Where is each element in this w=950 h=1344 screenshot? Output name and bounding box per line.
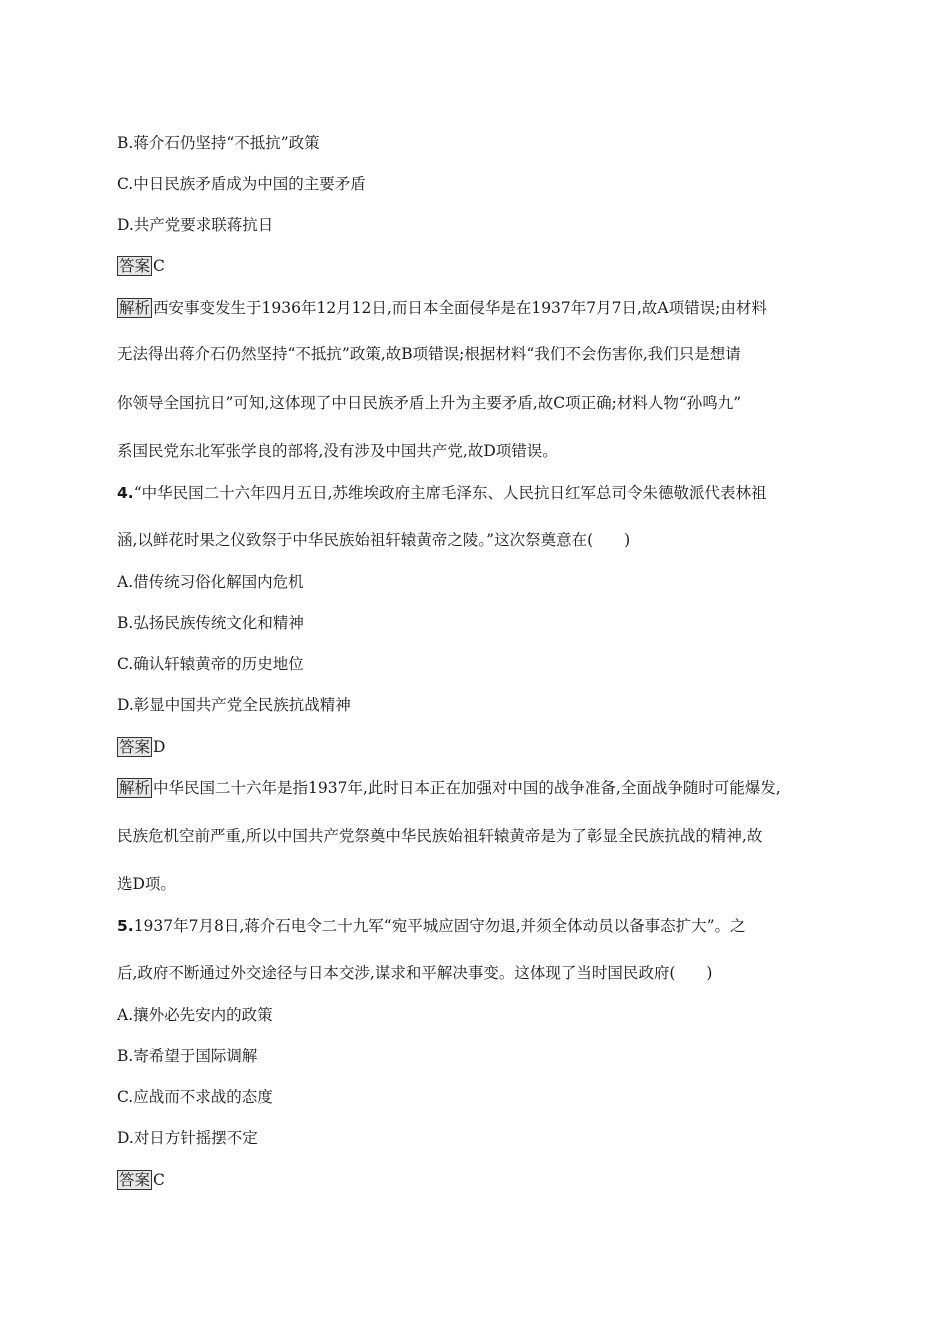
q4-analysis-line-2: 民族危机空前严重,所以中国共产党祭奠中华民族始祖轩辕黄帝是为了彰显全民族抗战的精神,故 [117, 827, 763, 845]
q5-number: 5. [117, 917, 134, 935]
q4-analysis-line-1 [117, 778, 781, 798]
q3-option-c: C.中日民族矛盾成为中国的主要矛盾 [117, 175, 366, 193]
q5-stem-text-1: 1937年7月8日,蒋介石电令二十九军“宛平城应固守勿退,并须全体动员以备事态扩大”。之 [133, 917, 746, 935]
q5-option-a: A.攘外必先安内的政策 [117, 1006, 273, 1024]
q3-option-d: D.共产党要求联蒋抗日 [117, 216, 274, 234]
q5-answer-row [117, 1170, 165, 1190]
q3-analysis-line-3: 你领导全国抗日”可知,这体现了中日民族矛盾上升为主要矛盾,故C项正确;材料人物“孙鸣九” [117, 394, 742, 412]
answer-tag: 答案 [119, 1171, 151, 1189]
q5-stem-line-1 [117, 916, 746, 936]
q3-option-b: B.蒋介石仍坚持“不抵抗”政策 [117, 134, 320, 152]
q4-stem-line-2: 涵,以鲜花时果之仪致祭于中华民族始祖轩辕黄帝之陵。”这次祭奠意在( ) [117, 531, 631, 549]
q3-analysis-line-1 [117, 298, 767, 318]
q4-option-c: C.确认轩辕黄帝的历史地位 [117, 655, 304, 673]
q5-stem-line-2: 后,政府不断通过外交途径与日本交涉,谋求和平解决事变。这体现了当时国民政府( ) [117, 964, 713, 982]
analysis-tag: 解析 [119, 779, 151, 797]
q4-number: 4. [117, 484, 134, 502]
q3-answer-row [117, 256, 165, 276]
q4-option-b: B.弘扬民族传统文化和精神 [117, 614, 304, 632]
q4-analysis-line-3: 选D项。 [117, 875, 176, 893]
q5-option-d: D.对日方针摇摆不定 [117, 1129, 258, 1147]
q4-stem-text-1: “中华民国二十六年四月五日,苏维埃政府主席毛泽东、人民抗日红军总司令朱德敬派代表林祖 [133, 484, 767, 502]
q5-answer-value: C [153, 1171, 165, 1189]
q4-answer-value: D [153, 738, 166, 756]
q3-analysis-line-4: 系国民党东北军张学良的部将,没有涉及中国共产党,故D项错误。 [117, 442, 558, 460]
q5-option-c: C.应战而不求战的态度 [117, 1088, 273, 1106]
q4-analysis-text-1: 中华民国二十六年是指1937年,此时日本正在加强对中国的战争准备,全面战争随时可能爆发, [153, 779, 781, 797]
analysis-tag: 解析 [119, 299, 151, 317]
q5-option-b: B.寄希望于国际调解 [117, 1047, 258, 1065]
answer-tag: 答案 [119, 738, 151, 756]
q4-answer-row [117, 737, 165, 757]
q3-analysis-text-1: 西安事变发生于1936年12月12日,而日本全面侵华是在1937年7月7日,故A项错误;由材料 [153, 299, 767, 317]
q3-analysis-line-2: 无法得出蒋介石仍然坚持“不抵抗”政策,故B项错误;根据材料“我们不会伤害你,我们只是想请 [117, 345, 741, 363]
answer-tag: 答案 [119, 257, 151, 275]
q3-answer-value: C [153, 257, 165, 275]
q4-stem-line-1 [117, 483, 767, 503]
q4-option-d: D.彰显中国共产党全民族抗战精神 [117, 696, 351, 714]
q4-option-a: A.借传统习俗化解国内危机 [117, 573, 304, 591]
